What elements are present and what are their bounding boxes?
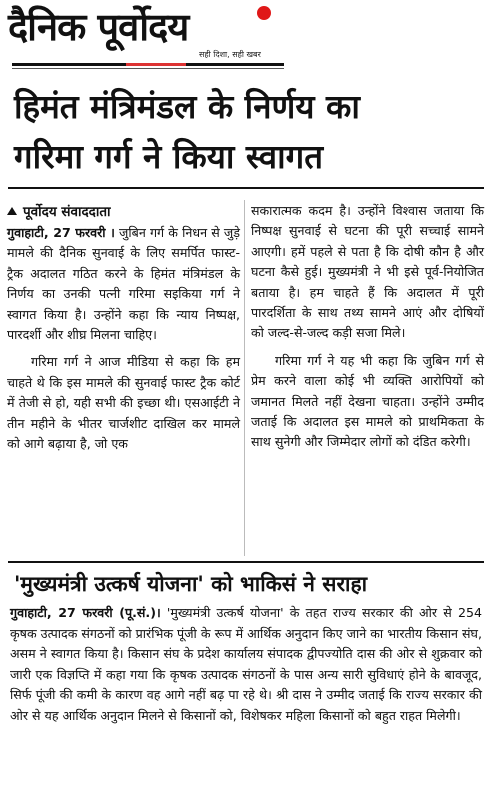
article1-para1 bbox=[7, 223, 240, 345]
article1-column-left bbox=[7, 201, 240, 454]
article1-headline-line1: हिमंत मंत्रिमंडल के निर्णय का bbox=[14, 87, 360, 126]
headline-divider bbox=[8, 187, 484, 189]
article2-headline: 'मुख्यमंत्री उत्कर्ष योजना' को भाकिसं ने सराहा bbox=[14, 572, 368, 596]
newspaper-logo: दैनिक पूर्वोदय bbox=[8, 5, 189, 49]
article1-para3: सकारात्मक कदम है। उन्होंने विश्वास जताया कि निष्पक्ष सुनवाई से घटना की पूरी सच्चाई सामने आएगी। हमें पहले से पता है कि दोषी कौन है और घटना कैसे हुई। मुख्यमंत्री ने भी इसे पूर्व-नियोजित बताया है। हम चाहते हैं कि अदालत में पूरी पारदर्शिता के साथ तथ्य सामने आएं और दोषियों को जल्द-से-जल्द कड़ी सजा मिले। bbox=[251, 203, 484, 341]
masthead-stripe bbox=[126, 63, 186, 66]
column-divider bbox=[244, 200, 245, 556]
logo-red-dot-icon bbox=[257, 6, 271, 20]
section-divider bbox=[8, 561, 484, 563]
byline-arrow-icon bbox=[7, 207, 17, 215]
article1-para1-text: जुबिन गर्ग के निधन से जुड़े मामले की दैनिक सुनवाई के लिए समर्पित फास्ट-ट्रैक अदालत गठित करने के हिमंत मंत्रिमंडल के निर्णय का उनकी पत्नी गरिमा सइकिया गर्ग ने स्वागत किया है। उन्होंने कहा कि न्याय निष्पक्ष, पारदर्शी और शीघ्र मिलना चाहिए। bbox=[7, 225, 240, 343]
byline-text: पूर्वोदय संवाददाता bbox=[23, 204, 111, 220]
byline bbox=[7, 201, 240, 223]
masthead bbox=[0, 0, 489, 72]
article1-dateline: गुवाहाटी, 27 फरवरी । bbox=[7, 225, 115, 240]
article1-para2: गरिमा गर्ग ने आज मीडिया से कहा कि हम चाहते थे कि इस मामले की सुनवाई फास्ट ट्रैक कोर्ट में तेजी से हो, यही सभी की इच्छा थी। एसआईटी ने तीन महीने के भीतर चार्जशीट दाखिल कर मामले को आगे बढ़ाया है, जो एक bbox=[7, 354, 240, 452]
article2-dateline: गुवाहाटी, 27 फरवरी (पू.सं.)। bbox=[10, 605, 161, 620]
masthead-rule-thin bbox=[12, 68, 284, 69]
article2-body-text: 'मुख्यमंत्री उत्कर्ष योजना' के तहत राज्य सरकार की ओर से 254 कृषक उत्पादक संगठनों को प्रारंभिक पूंजी के रूप में आर्थिक अनुदान किए जाने का भारतीय किसान संघ, असम ने स्वागत किया है। किसान संघ के प्रदेश कार्यालय संपादक द्वीपज्योति दास की ओर से शुक्रवार को जारी एक विज्ञप्ति में कहा गया कि कृषक उत्पादक संगठनों के पास अन्य सारी सुविधाएं होने के बावजूद, सिर्फ पूंजी की कमी के कारण वह आगे नहीं बढ़ पा रहे थे। श्री दास ने उम्मीद जताई कि राज्य सरकार की ओर से यह आर्थिक अनुदान मिलने से किसानों को, विशेषकर महिला किसानों को बहुत राहत मिलेगी। bbox=[10, 605, 482, 723]
article1-headline bbox=[14, 82, 482, 182]
article2-body bbox=[10, 603, 482, 727]
newspaper-tagline: सही दिशा, सही खबर bbox=[199, 50, 261, 59]
article1-headline-line2: गरिमा गर्ग ने किया स्वागत bbox=[14, 137, 324, 176]
article1-para4: गरिमा गर्ग ने यह भी कहा कि जुबिन गर्ग से प्रेम करने वाला कोई भी व्यक्ति आरोपियों को जमानत मिलते नहीं देखना चाहता। उन्होंने उम्मीद जताई कि अदालत इस मामले को प्राथमिकता के साथ सुनेगी और जिम्मेदार लोगों को दंडित करेगी। bbox=[251, 352, 484, 450]
article1-column-right bbox=[251, 201, 484, 453]
